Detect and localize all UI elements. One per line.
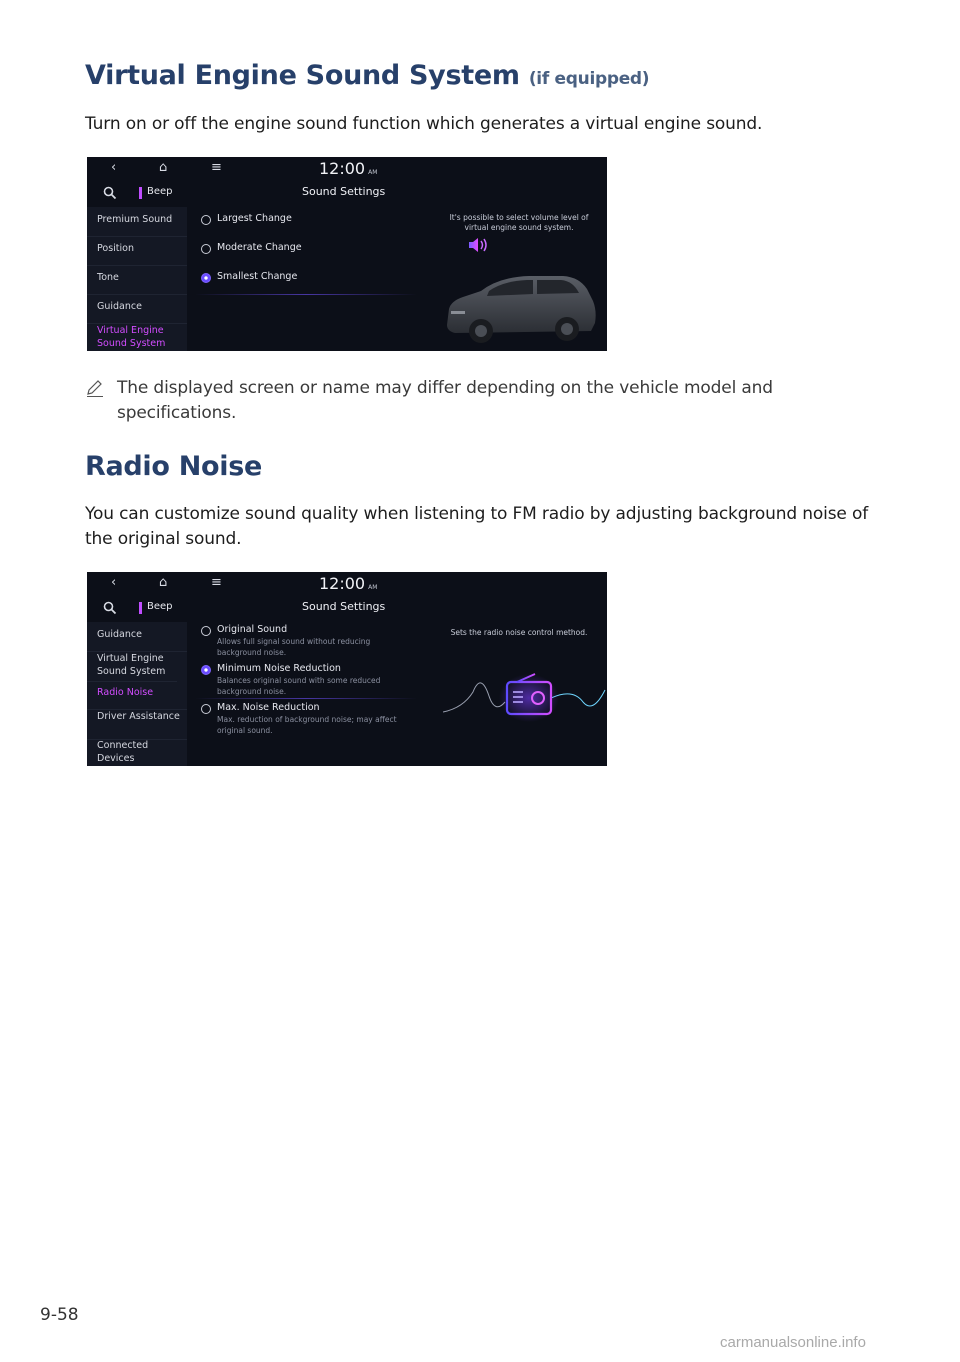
sidebar-item-position[interactable]: Position	[87, 242, 187, 266]
sidebar	[87, 207, 187, 351]
option-label: Moderate Change	[217, 242, 302, 253]
screen-title: Sound Settings	[302, 600, 386, 613]
radio-icon[interactable]	[201, 244, 211, 254]
radio-icon[interactable]	[201, 704, 211, 714]
back-icon[interactable]: ‹	[111, 160, 117, 175]
sidebar	[87, 622, 187, 766]
screen-radio-noise	[87, 572, 607, 766]
car-image	[441, 267, 601, 349]
section-title-suffix: (if equipped)	[528, 69, 650, 89]
options-list	[187, 622, 425, 766]
clock	[319, 159, 377, 178]
radio-selected-icon[interactable]	[201, 273, 211, 283]
section-description: You can customize sound quality when listening to FM radio by adjusting background noise of the original sound.	[85, 504, 869, 549]
selected-underline	[195, 294, 417, 295]
sidebar-item-tone[interactable]: Tone	[87, 271, 187, 295]
option-label: Original Sound	[217, 624, 288, 635]
option-label: Minimum Noise Reduction	[217, 663, 341, 674]
beep-marker	[139, 187, 142, 199]
option-largest-change[interactable]	[187, 213, 425, 237]
beep-button[interactable]: Beep	[147, 186, 173, 197]
screen-virtual-engine-sound	[87, 157, 607, 351]
sidebar-item-guidance[interactable]: Guidance	[87, 628, 187, 652]
sidebar-item-connected-devices[interactable]: Connected Devices	[97, 740, 149, 764]
speaker-icon	[467, 236, 489, 254]
sidebar-item-virtual-engine[interactable]: Virtual Engine Sound System	[97, 325, 166, 349]
sub-bar	[87, 182, 607, 204]
sidebar-item-radio-noise[interactable]: Radio Noise	[87, 686, 187, 710]
sub-bar	[87, 597, 607, 619]
clock-ampm: AM	[368, 584, 378, 591]
option-label: Smallest Change	[217, 271, 298, 282]
sidebar-item-guidance[interactable]: Guidance	[87, 300, 187, 324]
top-bar	[87, 572, 607, 597]
option-max-noise-reduction[interactable]	[187, 702, 425, 738]
menu-icon[interactable]: ≡	[211, 160, 222, 175]
radio-icon[interactable]	[201, 626, 211, 636]
sidebar-item-premium-sound[interactable]: Premium Sound	[87, 213, 187, 237]
option-original-sound[interactable]	[187, 624, 425, 660]
option-label: Largest Change	[217, 213, 292, 224]
beep-marker	[139, 602, 142, 614]
sidebar-item-driver-assistance[interactable]: Driver Assistance	[87, 710, 187, 740]
option-description: Balances original sound with some reduced background noise.	[217, 676, 381, 696]
option-description: Max. reduction of background noise; may affect original sound.	[217, 715, 397, 735]
option-moderate-change[interactable]	[187, 242, 425, 266]
top-bar	[87, 157, 607, 182]
clock-time: 12:00	[319, 574, 366, 593]
sidebar-item-virtual-engine[interactable]: Virtual Engine Sound System	[87, 652, 177, 682]
watermark: carmanualsonline.info	[720, 1334, 866, 1351]
search-icon[interactable]	[103, 601, 117, 615]
note-text: The displayed screen or name may differ depending on the vehicle model and specifications.	[117, 378, 773, 423]
menu-icon[interactable]: ≡	[211, 575, 222, 590]
info-text: It's possible to select volume level of virtual engine sound system.	[449, 213, 589, 232]
option-label: Max. Noise Reduction	[217, 702, 320, 713]
clock	[319, 574, 377, 593]
home-icon[interactable]: ⌂	[159, 575, 168, 590]
clock-ampm: AM	[368, 169, 378, 176]
radio-icon[interactable]	[201, 215, 211, 225]
section-title-text: Virtual Engine Sound System	[85, 60, 520, 91]
search-icon[interactable]	[103, 186, 117, 200]
section-title-virtual-engine	[85, 60, 649, 91]
home-icon[interactable]: ⌂	[159, 160, 168, 175]
back-icon[interactable]: ‹	[111, 575, 117, 590]
options-list	[187, 207, 425, 351]
section-title-radio-noise: Radio Noise	[85, 451, 263, 482]
radio-wave-image	[443, 668, 607, 726]
option-minimum-noise-reduction[interactable]	[187, 663, 425, 699]
screen-title: Sound Settings	[302, 185, 386, 198]
info-text: Sets the radio noise control method.	[450, 628, 588, 637]
option-smallest-change[interactable]	[187, 271, 425, 295]
pencil-icon	[85, 378, 105, 398]
beep-button[interactable]: Beep	[147, 601, 173, 612]
radio-selected-icon[interactable]	[201, 665, 211, 675]
clock-time: 12:00	[319, 159, 366, 178]
page-number: 9-58	[40, 1305, 79, 1325]
option-description: Allows full signal sound without reducing background noise.	[217, 637, 371, 657]
section-description: Turn on or off the engine sound function which generates a virtual engine sound.	[85, 114, 763, 134]
selected-underline	[195, 698, 417, 699]
